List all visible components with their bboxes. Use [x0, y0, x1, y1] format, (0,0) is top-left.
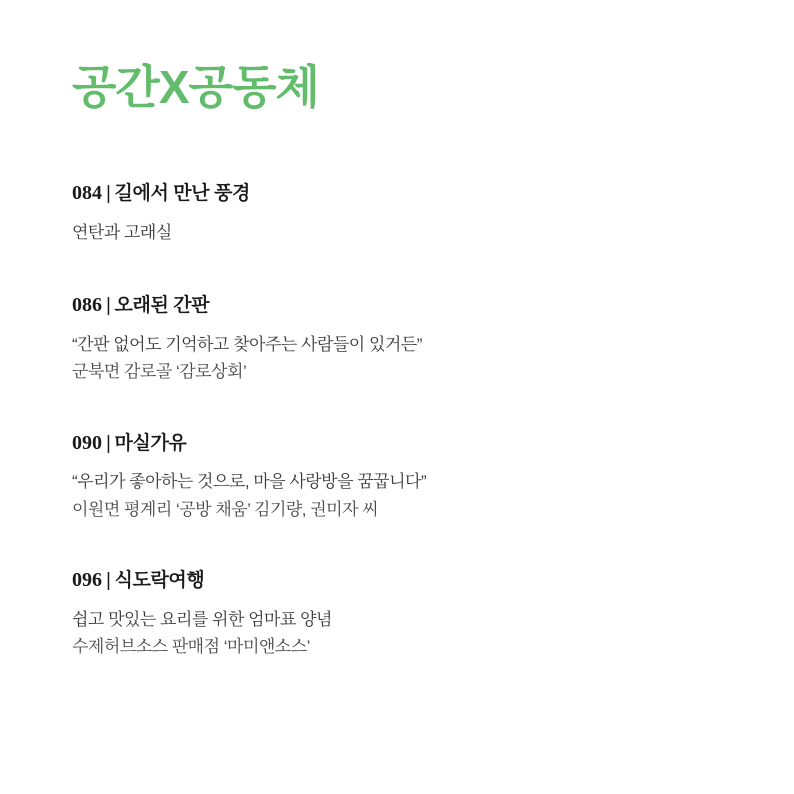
separator: | — [106, 295, 111, 317]
page-title: 공간X공동체 — [72, 61, 319, 113]
separator: | — [106, 432, 111, 454]
entry-title: 식도락여행 — [114, 570, 205, 592]
entry-line: 쉽고 맛있는 요리를 위한 엄마표 양념 — [72, 609, 332, 629]
entry-subline: 군북면 감로골 ‘감로상회’ — [72, 362, 247, 382]
list-item[interactable] — [72, 290, 734, 386]
separator: | — [106, 183, 111, 204]
page-number: 090 — [72, 431, 102, 454]
list-item[interactable] — [72, 178, 734, 246]
entry-title: 길에서 만난 풍경 — [114, 183, 250, 204]
table-of-contents — [72, 178, 734, 661]
toc-entry-heading — [72, 565, 734, 596]
entry-line: “우리가 좋아하는 것으로, 마을 사랑방을 꿈꿉니다” — [72, 472, 427, 492]
entry-title: 마실가유 — [114, 432, 187, 454]
entry-line: “간판 없어도 기억하고 찾아주는 사람들이 있거든” — [72, 334, 422, 354]
list-item[interactable] — [72, 565, 734, 661]
entry-title: 오래된 간판 — [114, 295, 210, 317]
toc-entry-heading — [72, 290, 734, 321]
entry-line: 연탄과 고래실 — [72, 222, 172, 242]
entry-subline: 수제허브소스 판매점 ‘마미앤소스’ — [72, 637, 310, 657]
page-number: 096 — [72, 569, 102, 592]
toc-entry-heading — [72, 178, 734, 209]
page-number: 086 — [72, 294, 102, 317]
separator: | — [106, 570, 111, 592]
toc-entry-heading — [72, 428, 734, 459]
list-item[interactable] — [72, 428, 734, 524]
page-number: 084 — [72, 182, 102, 204]
entry-subline: 이원면 평계리 ‘공방 채움’ 김기량, 권미자 씨 — [72, 499, 379, 519]
